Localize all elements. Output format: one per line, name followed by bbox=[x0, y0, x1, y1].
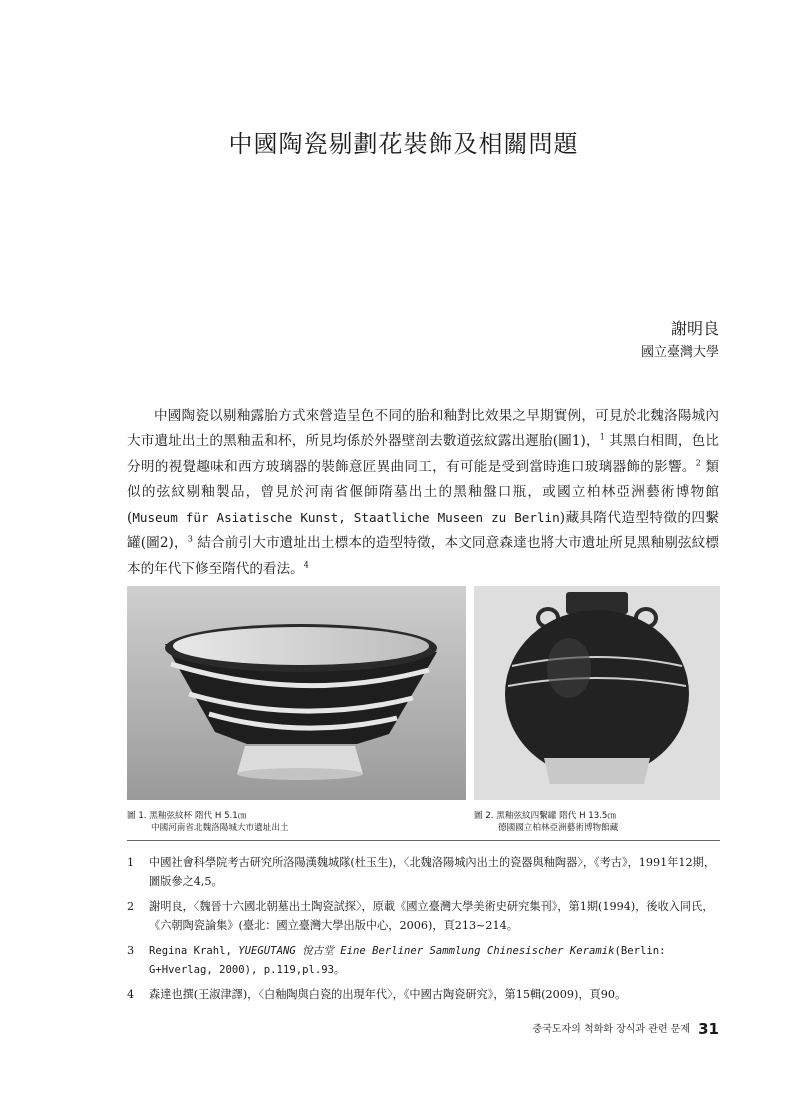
body-sentence: 結合前引大市遺址出土標本的造型特徵，本文同意森達也將大市遺址所見黑釉剔弦紋標本的年代下修至隋代的看法。 bbox=[127, 535, 719, 577]
footnote-publication: (Berlin: G+Hverlag, 2000), p.119,pl.93。 bbox=[149, 945, 666, 976]
body-text bbox=[127, 404, 719, 582]
footnote-number: 2 bbox=[127, 900, 135, 913]
footnote-text: 謝明良，〈魏晉十六國北朝墓出土陶瓷試探〉，原載《國立臺灣大學美術史研究集刊》，第1期(1994)，後收入同氏，《六朝陶瓷論集》(臺北：國立臺灣大學出版中心，2006)，頁213~214。 bbox=[149, 900, 714, 932]
footnote-3 bbox=[127, 942, 720, 979]
body-sentence: )藏具隋代造型特徵的四繫罐(圖2)， bbox=[127, 510, 719, 552]
footnotes bbox=[127, 854, 720, 1012]
footnote-author: Regina Krahl, bbox=[149, 945, 239, 957]
footnote-ref-1[interactable]: 1 bbox=[599, 432, 605, 442]
body-sentence: 中國陶瓷以剔釉露胎方式來營造呈色不同的胎和釉對比效果之早期實例，可見於北魏洛陽城內大市遺址出土的黑釉盂和杯，所見均係於外器壁剖去數道弦紋露出遲胎(圖1)， bbox=[127, 408, 719, 450]
footnote-number: 3 bbox=[127, 944, 135, 957]
footnote-ref-4[interactable]: 4 bbox=[303, 560, 309, 570]
footnote-book-title: YUEGUTANG 悅古堂 Eine Berliner Sammlung Chinesischer Keramik bbox=[238, 945, 615, 957]
footnote-2 bbox=[127, 898, 720, 935]
figure-2-caption-source: 德國國立柏林亞洲藝術博物館藏 bbox=[498, 823, 619, 833]
footnote-ref-2[interactable]: 2 bbox=[695, 458, 701, 468]
footnote-divider bbox=[127, 840, 720, 841]
author-name: 謝明良 bbox=[670, 319, 719, 338]
body-sentence: 類似的弦紋剔釉製品，曾見於河南省偃師隋墓出土的黑釉盤口瓶，或國立柏林亞洲藝術博物館( bbox=[127, 458, 720, 527]
footnote-number: 4 bbox=[127, 988, 135, 1001]
body-sentence: 其黑白相間，色比分明的視覺趣味和西方玻璃器的裝飾意匠異曲同工，有可能是受到當時進口玻璃器飾的影響。 bbox=[127, 433, 719, 475]
figure-2-caption-title: 圖 2. 黑釉弦紋四繫罐 隋代 H 13.5㎝ bbox=[474, 811, 616, 821]
figure-1-caption-title: 圖 1. 黑釉弦紋杯 隋代 H 5.1㎝ bbox=[127, 811, 247, 821]
page-title: 中國陶瓷剔劃花裝飾及相關問題 bbox=[228, 130, 579, 158]
author-affiliation: 國立臺灣大學 bbox=[640, 345, 719, 360]
museum-name-latin: Museum für Asiatische Kunst, Staatliche Museen zu Berlin bbox=[132, 510, 560, 526]
footnote-4 bbox=[127, 986, 720, 1005]
footnote-text bbox=[149, 942, 720, 979]
figure-1-caption bbox=[127, 810, 289, 834]
body-paragraph bbox=[127, 404, 719, 582]
figure-1-black-glazed-cup-photo bbox=[127, 586, 466, 800]
footnote-ref-3[interactable]: 3 bbox=[187, 534, 193, 544]
page-footer bbox=[533, 1020, 720, 1038]
footnote-number: 1 bbox=[127, 856, 135, 869]
running-title: 중국도자의 척화화 장식과 관련 문제 bbox=[532, 1024, 691, 1035]
figure-1-caption-source: 中國河南省北魏洛陽城大市遺址出土 bbox=[151, 823, 289, 833]
footnote-1 bbox=[127, 854, 720, 891]
footnote-text: 中國社會科學院考古研究所洛陽漢魏城隊(杜玉生)，〈北魏洛陽城內出土的瓷器與釉陶器〉，《考古》，1991年12期，圖版參之4,5。 bbox=[149, 856, 716, 888]
page-number: 31 bbox=[698, 1020, 719, 1038]
figure-2-four-lug-jar-photo bbox=[474, 586, 720, 800]
footnote-text: 森達也撰(王淑津譯)，〈白釉陶與白瓷的出現年代〉，《中國古陶瓷研究》，第15輯(2009)，頁90。 bbox=[149, 988, 627, 1001]
figure-2-caption bbox=[474, 810, 618, 834]
